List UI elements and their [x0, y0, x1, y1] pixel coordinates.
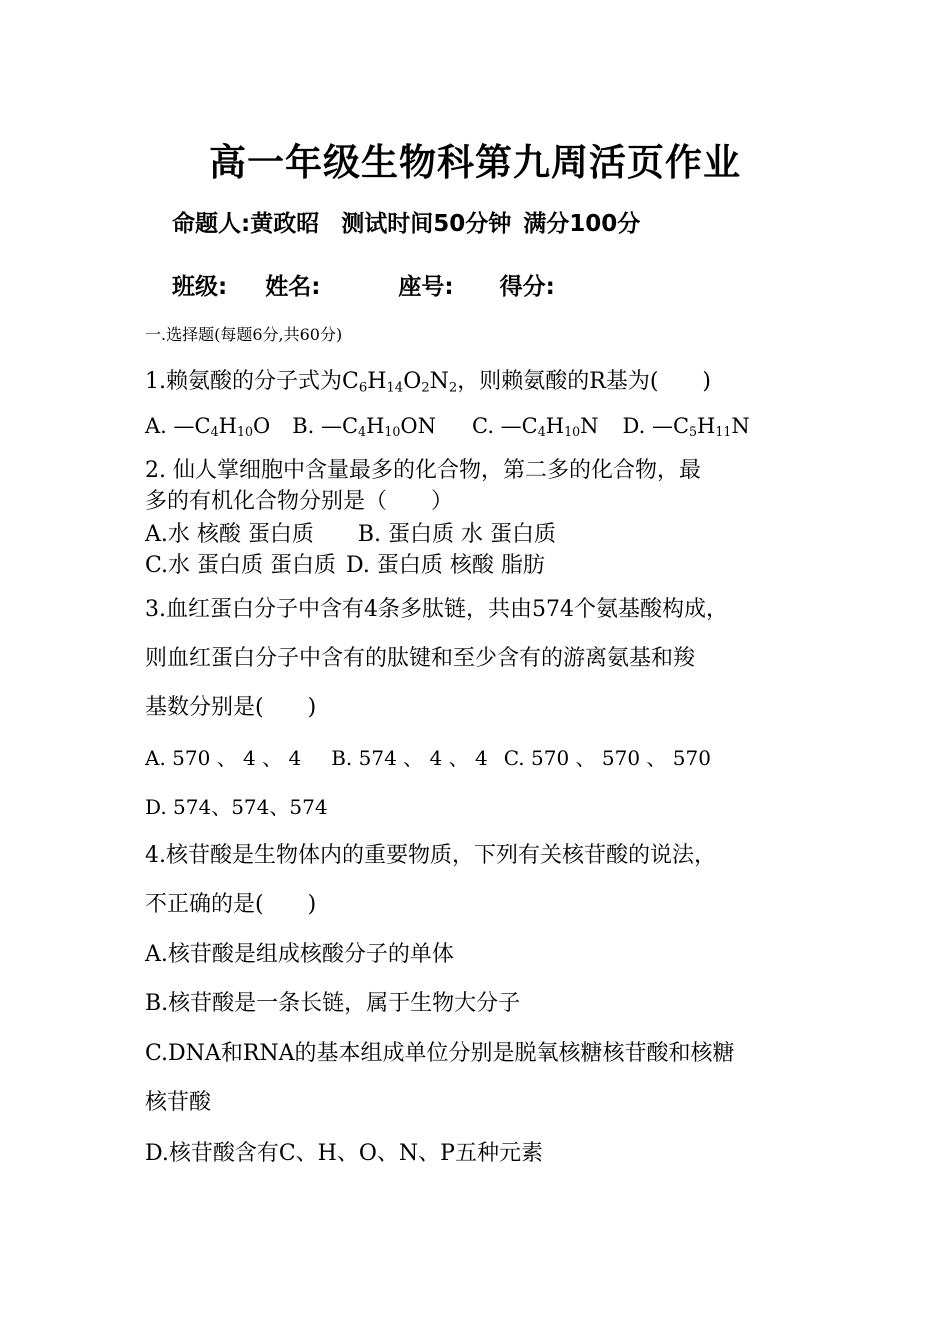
q1-stem: 1.赖氨酸的分子式为$C_6H_{14}O_2N_2$，则赖氨酸的R基为( ) [145, 369, 711, 396]
q2-option-d[interactable]: D. 蛋白质 核酸 脂肪 [346, 553, 545, 578]
q3-option-b[interactable]: B. 574 、 4 、 4 [331, 746, 488, 770]
q3-stem-line3: 基数分别是( ) [145, 695, 317, 720]
section-heading: 一.选择题(每题6分,共60分) [145, 325, 343, 344]
full-score: 满分100分 [523, 211, 641, 237]
student-fields [172, 268, 555, 301]
q2-stem-line2: 多的有机化合物分别是（ ） [145, 489, 454, 514]
q2-option-b[interactable]: B. 蛋白质 水 蛋白质 [357, 522, 557, 547]
q3-option-c[interactable]: C. 570 、 570 、 570 [503, 746, 711, 770]
q4-option-c-line2[interactable]: 核苷酸 [145, 1090, 212, 1115]
q4-option-b[interactable]: B.核苷酸是一条长链，属于生物大分子 [145, 991, 521, 1016]
q2-option-a[interactable]: A.水 核酸 蛋白质 [145, 522, 314, 547]
test-time: 测试时间50分钟 [341, 211, 512, 237]
q3-stem-line1: 3.血红蛋白分子中含有4条多肽链，共由574个氨基酸构成， [145, 597, 728, 622]
q2-options-row2 [145, 548, 545, 579]
q1-option-b[interactable]: B. $—C_4H_{10}ON$ [292, 414, 437, 440]
q2-options-row1 [145, 517, 556, 548]
q3-options-row1 [145, 742, 711, 771]
q1-options [145, 414, 750, 438]
q2-option-c[interactable]: C.水 蛋白质 蛋白质 [145, 553, 337, 578]
score-field: 得分: [499, 274, 555, 300]
q4-option-d[interactable]: D.核苷酸含有C、H、O、N、P五种元素 [145, 1141, 543, 1166]
q4-stem-line2: 不正确的是( ) [145, 892, 317, 917]
q3-option-d[interactable]: D. 574、574、574 [145, 795, 328, 819]
name-field: 姓名: [265, 274, 321, 300]
q3-stem-line2: 则血红蛋白分子中含有的肽键和至少含有的游离氨基和羧 [145, 646, 696, 671]
q4-stem-line1: 4.核苷酸是生物体内的重要物质，下列有关核苷酸的说法， [145, 843, 716, 868]
q4-option-a[interactable]: A.核苷酸是组成核酸分子的单体 [145, 942, 454, 967]
page-title: 高一年级生物科第九周活页作业 [209, 141, 741, 184]
q1-option-c[interactable]: C. $—C_4H_{10}N$ [472, 414, 599, 440]
q4-option-c-line1[interactable]: C.DNA和RNA的基本组成单位分别是脱氧核糖核苷酸和核糖 [145, 1041, 735, 1066]
class-field: 班级: [172, 274, 228, 300]
exam-info [172, 205, 640, 238]
q2-stem-line1: 2. 仙人掌细胞中含量最多的化合物，第二多的化合物，最 [145, 458, 701, 483]
q1-option-d[interactable]: D. $—C_5H_{11}N$ [622, 414, 750, 440]
q1-option-a[interactable]: A. $—C_4H_{10}O$ [145, 414, 271, 440]
q3-option-a[interactable]: A. 570 、 4 、 4 [145, 746, 302, 770]
q1-stem-tail: ，则赖氨酸的R基为( ) [457, 369, 711, 394]
author: 命题人:黄政昭 [172, 211, 320, 237]
q1-stem-text: 1.赖氨酸的分子式为C [145, 369, 359, 394]
seat-field: 座号: [398, 274, 454, 300]
